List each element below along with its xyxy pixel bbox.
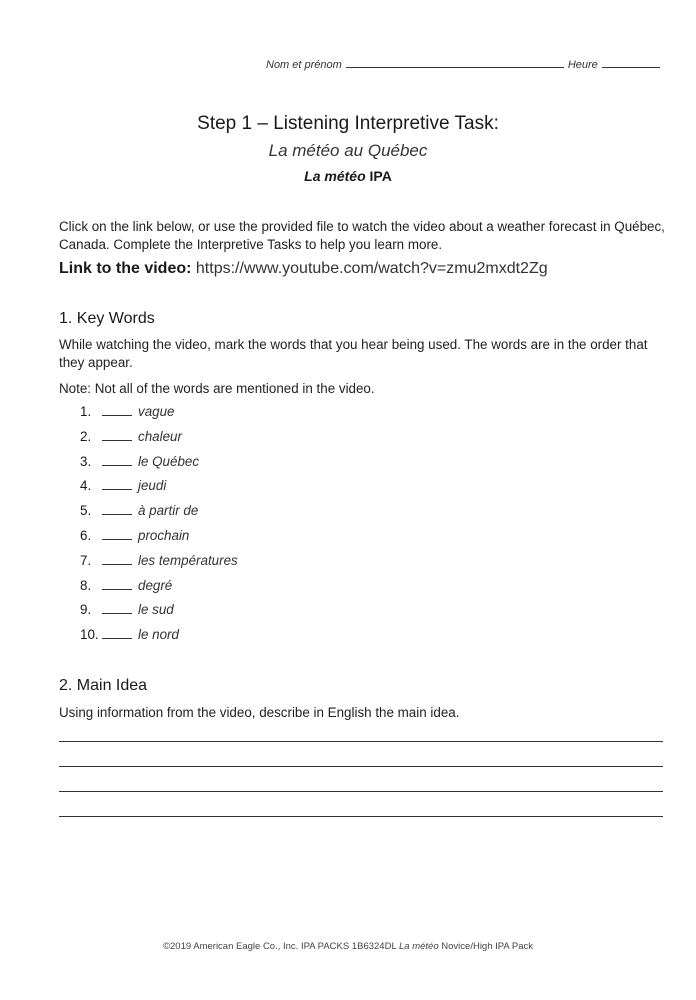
video-link-row <box>59 260 548 278</box>
list-item: 5. à partir de <box>80 503 199 519</box>
main-idea-instructions: Using information from the video, describe in English the main idea. <box>59 705 460 720</box>
answer-blank[interactable] <box>102 603 132 614</box>
answer-line[interactable] <box>59 816 663 817</box>
key-words-note: Note: Not all of the words are mentioned in the video. <box>59 381 375 396</box>
list-item: 3. le Québec <box>80 453 200 469</box>
answer-line[interactable] <box>59 741 663 742</box>
answer-blank[interactable] <box>102 529 132 540</box>
list-item: 6. prochain <box>80 527 190 543</box>
answer-line[interactable] <box>59 766 663 767</box>
section-key-words-heading: 1. Key Words <box>59 310 155 327</box>
section-main-idea-heading: 2. Main Idea <box>59 677 148 694</box>
page-footer: ©2019 American Eagle Co., Inc. IPA PACKS 1B6324DL La météo Novice/High IPA Pack <box>163 941 533 952</box>
hour-label: Heure <box>567 59 598 71</box>
answer-blank[interactable] <box>102 479 132 490</box>
name-hour-header <box>266 57 664 71</box>
page-subtitle: La météo au Québec <box>268 141 428 160</box>
ipa-italic: La météo <box>304 168 366 184</box>
answer-blank[interactable] <box>102 405 132 416</box>
answer-blank[interactable] <box>102 579 132 590</box>
page-title: Step 1 – Listening Interpretive Task: <box>197 113 499 134</box>
list-item: 7. les températures <box>80 552 238 568</box>
video-link-label: Link to the video: <box>59 260 192 277</box>
intro-text: Click on the link below, or use the provided file to watch the video about a weather forecast in Québec, Canada. Complete the Interpretive Tasks to help you learn more. <box>59 219 665 252</box>
list-item: 10. le nord <box>80 627 179 643</box>
ipa-rest: IPA <box>365 168 392 184</box>
list-item: 8. degré <box>80 577 173 593</box>
answer-line[interactable] <box>59 791 663 792</box>
answer-blank[interactable] <box>102 455 132 466</box>
answer-blank[interactable] <box>102 628 132 639</box>
video-link[interactable]: https://www.youtube.com/watch?v=zmu2mxdt2Zg <box>195 260 548 277</box>
answer-blank[interactable] <box>102 504 132 515</box>
key-words-instructions: While watching the video, mark the words that you hear being used. The words are in the order that they appear. <box>59 337 648 370</box>
name-label: Nom et prénom <box>266 59 342 71</box>
answer-blank[interactable] <box>102 430 132 441</box>
list-item: 1. vague <box>80 404 175 419</box>
name-blank[interactable] <box>346 57 564 68</box>
hour-blank[interactable] <box>602 57 660 68</box>
list-item: 4. jeudi <box>80 478 167 494</box>
answer-blank[interactable] <box>102 554 132 565</box>
ipa-label <box>0 168 696 184</box>
key-words-list <box>80 404 238 652</box>
list-item: 2. chaleur <box>80 428 182 444</box>
list-item: 9. le sud <box>80 602 174 618</box>
